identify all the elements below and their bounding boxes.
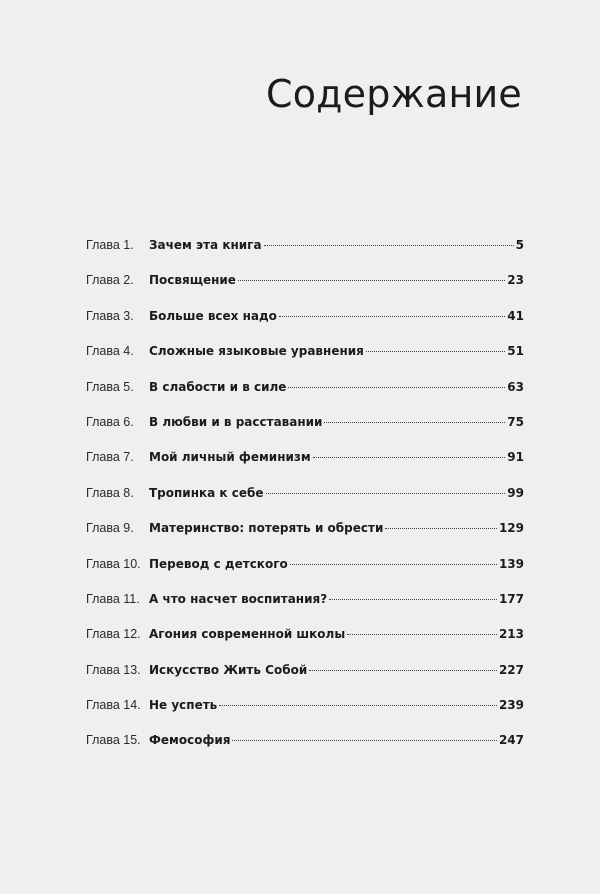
- toc-entry-3[interactable]: [86, 309, 524, 344]
- chapter-number: Глава 5.: [86, 379, 134, 394]
- page-number: 177: [498, 591, 524, 606]
- dot-leader: [347, 634, 497, 635]
- toc-entry-7[interactable]: [86, 450, 524, 485]
- page-number: 63: [507, 379, 524, 394]
- page-number: 41: [507, 308, 524, 323]
- toc-entry-15[interactable]: [86, 733, 524, 768]
- toc-entry-10[interactable]: [86, 557, 524, 592]
- chapter-number: Глава 13.: [86, 662, 141, 677]
- chapter-number: Глава 6.: [86, 414, 134, 429]
- page-title: Содержание: [266, 72, 522, 116]
- toc-entry-14[interactable]: [86, 698, 524, 733]
- chapter-number: Глава 1.: [86, 238, 134, 252]
- toc-entry-6[interactable]: [86, 415, 524, 450]
- toc-entry-9[interactable]: [86, 521, 524, 556]
- toc-entry-2[interactable]: [86, 273, 524, 308]
- page-number: 139: [498, 556, 524, 571]
- page-number: 51: [507, 344, 524, 359]
- chapter-number: Глава 3.: [86, 308, 134, 323]
- dot-leader: [266, 493, 506, 494]
- chapter-number: Глава 12.: [86, 627, 141, 642]
- page-number: 227: [498, 662, 524, 677]
- dot-leader: [324, 422, 505, 423]
- dot-leader: [309, 670, 497, 671]
- chapter-number: Глава 15.: [86, 733, 141, 748]
- chapter-title: Материнство: потерять и обрести: [149, 521, 384, 536]
- dot-leader: [288, 387, 505, 388]
- page-number: 91: [507, 450, 524, 465]
- chapter-title: Больше всех надо: [149, 308, 277, 323]
- dot-leader: [219, 705, 497, 706]
- chapter-number: Глава 14.: [86, 698, 141, 713]
- toc-entry-4[interactable]: [86, 344, 524, 379]
- page-number: 99: [507, 485, 524, 500]
- dot-leader: [366, 351, 505, 352]
- chapter-number: Глава 8.: [86, 485, 134, 500]
- chapter-title: Мой личный феминизм: [149, 450, 311, 465]
- chapter-title: Посвящение: [149, 273, 236, 288]
- chapter-title: Фемософия: [149, 733, 231, 748]
- chapter-number: Глава 10.: [86, 556, 141, 571]
- chapter-number: Глава 9.: [86, 521, 134, 536]
- chapter-title: А что насчет воспитания?: [149, 591, 328, 606]
- chapter-title: Перевод с детского: [149, 556, 288, 571]
- page-number: 5: [515, 238, 524, 252]
- chapter-title: В любви и в расставании: [149, 414, 323, 429]
- page-number: 23: [507, 273, 524, 288]
- chapter-number: Глава 7.: [86, 450, 134, 465]
- page-number: 213: [498, 627, 524, 642]
- chapter-title: Агония современной школы: [149, 627, 346, 642]
- toc-entry-12[interactable]: [86, 627, 524, 662]
- page-number: 75: [507, 414, 524, 429]
- page-number: 129: [498, 521, 524, 536]
- dot-leader: [238, 280, 505, 281]
- chapter-number: Глава 11.: [86, 591, 140, 606]
- chapter-number: Глава 4.: [86, 344, 134, 359]
- page-number: 239: [498, 698, 524, 713]
- chapter-title: Тропинка к себе: [149, 485, 264, 500]
- toc-entry-5[interactable]: [86, 380, 524, 415]
- chapter-title: Зачем эта книга: [149, 238, 262, 252]
- page-number: 247: [498, 733, 524, 748]
- dot-leader: [313, 457, 506, 458]
- dot-leader: [232, 740, 496, 741]
- dot-leader: [329, 599, 497, 600]
- chapter-title: Искусство Жить Собой: [149, 662, 308, 677]
- toc-entry-8[interactable]: [86, 486, 524, 521]
- chapter-number: Глава 2.: [86, 273, 134, 288]
- toc-entry-11[interactable]: [86, 592, 524, 627]
- chapter-title: В слабости и в силе: [149, 379, 287, 394]
- dot-leader: [290, 564, 497, 565]
- toc-entry-1[interactable]: [86, 238, 524, 273]
- dot-leader: [264, 245, 514, 246]
- chapter-title: Сложные языковые уравнения: [149, 344, 364, 359]
- chapter-title: Не успеть: [149, 698, 218, 713]
- table-of-contents: [86, 238, 524, 769]
- dot-leader: [279, 316, 505, 317]
- dot-leader: [385, 528, 497, 529]
- toc-entry-13[interactable]: [86, 663, 524, 698]
